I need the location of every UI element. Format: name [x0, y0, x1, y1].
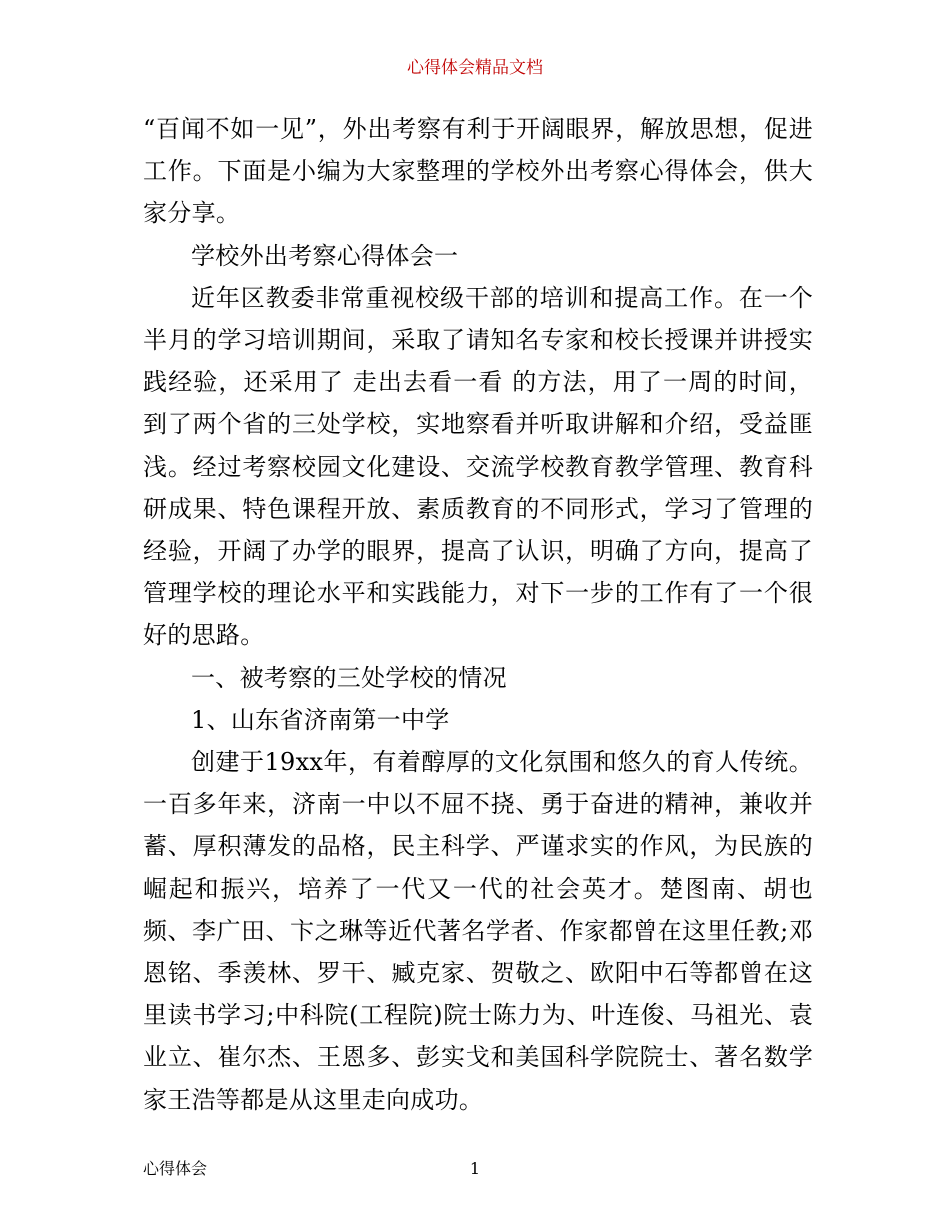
item-heading: 1、山东省济南第一中学 — [191, 705, 450, 734]
page-footer-label: 心得体会 — [143, 1159, 208, 1178]
subsection-heading: 一、被考察的三处学校的情况 — [191, 663, 507, 692]
body-paragraph: 近年区教委非常重视校级干部的培训和提高工作。在一个半月的学习培训期间，采取了请知名专家和校长授课并讲授实践经验，还采用了 走出去看一看 的方法，用了一周的时间，到了两个省的三处学校，实地察看并听取讲解和介绍，受益匪浅。经过考察校园文化建设、交流学校教育教学管理、教育科研成果、特色课程开放、素质教育的不同形式，学习了管理的经验，开阔了办学的眼界，提高了认识，明确了方向，提高了管理学校的理论水平和实践能力，对下一步的工作有了一个很好的思路。 — [143, 283, 813, 650]
section-title: 学校外出考察心得体会一 — [191, 241, 459, 270]
page-header-title: 心得体会精品文档 — [407, 58, 543, 78]
document-body — [143, 108, 813, 1121]
intro-paragraph: “百闻不如一见”，外出考察有利于开阔眼界，解放思想，促进工作。下面是小编为大家整理的学校外出考察心得体会，供大家分享。 — [143, 115, 813, 228]
page-number: 1 — [469, 1159, 481, 1178]
body-paragraph: 创建于19xx年，有着醇厚的文化氛围和悠久的育人传统。一百多年来，济南一中以不屈不挠、勇于奋进的精神，兼收并蓄、厚积薄发的品格，民主科学、严谨求实的作风，为民族的崛起和振兴，培养了一代又一代的社会英才。楚图南、胡也频、李广田、卞之琳等近代著名学者、作家都曾在这里任教;邓恩铭、季羡林、罗干、臧克家、贺敬之、欧阳中石等都曾在这里读书学习;中科院(工程院)院士陈力为、叶连俊、马祖光、袁业立、崔尔杰、王恩多、彭实戈和美国科学院院士、著名数学家王浩等都是从这里走向成功。 — [143, 748, 813, 1114]
